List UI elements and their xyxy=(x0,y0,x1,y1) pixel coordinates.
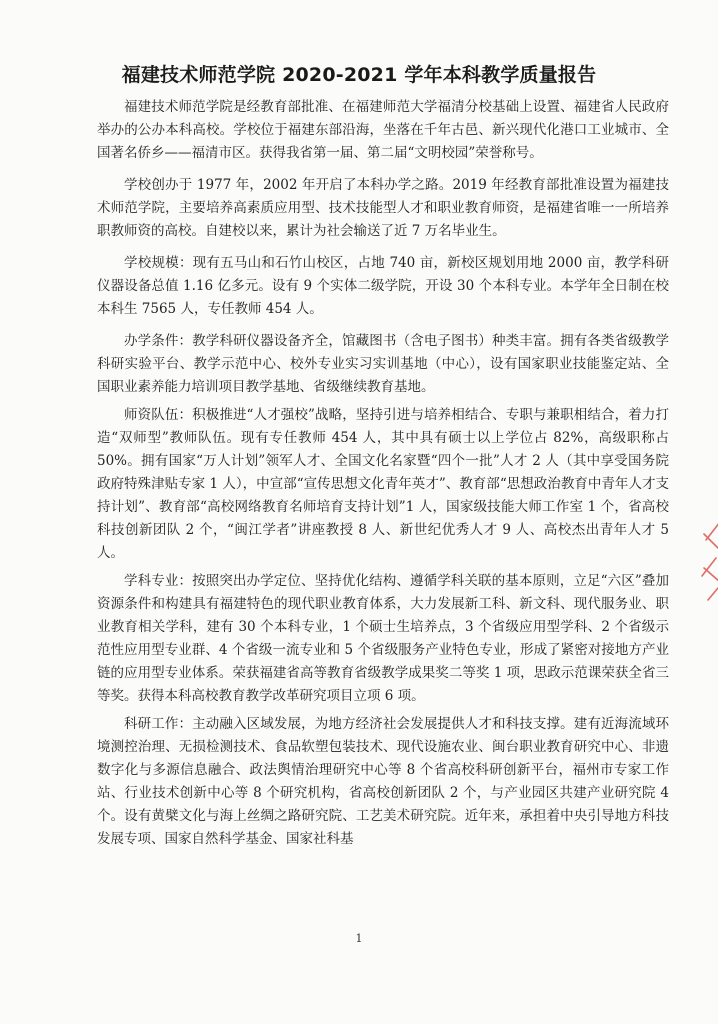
paragraph-conditions: 办学条件：教学科研仪器设备齐全，馆藏图书（含电子图书）种类丰富。拥有各类省级教学科研实验平台、教学示范中心、校外专业实习实训基地（中心），设有国家职业技能鉴定站、全国职业素养能力培训项目教学基地、省级继续教育基地。 xyxy=(97,333,669,395)
document-title: 福建技术师范学院 2020-2021 学年本科教学质量报告 xyxy=(121,64,597,86)
paragraph-scale: 学校规模：现有五马山和石竹山校区，占地 740 亩，新校区规划用地 2000 亩，教学科研仪器设备总值 1.16 亿多元。设有 9 个实体二级学院，开设 30 个本科专业。本学年全日制在校本科生 7565 人，专任教师 454 人。 xyxy=(97,255,669,317)
paragraph-research: 科研工作：主动融入区域发展，为地方经济社会发展提供人才和科技支撑。建有近海流域环境测控治理、无损检测技术、食品软塑包装技术、现代设施农业、闽台职业教育研究中心、非遗数字化与多源信息融合、政法舆情治理研究中心等 8 个省高校科研创新平台，福州市专家工作站、行业技术创新中心等 8 个研究机构，省高校创新团队 2 个，与产业园区共建产业研究院 4 个。设有黄檗文化与海上丝绸之路研究院、工艺美术研究院。近年来，承担着中央引导地方科技发展专项、国家自然科学基金、国家社科基 xyxy=(97,716,669,847)
paragraph-history: 学校创办于 1977 年，2002 年开启了本科办学之路。2019 年经教育部批准设置为福建技术师范学院，主要培养高素质应用型、技术技能型人才和职业教育师资，是福建省唯一一所培养职教师资的高校。自建校以来，累计为社会输送了近 7 万名毕业生。 xyxy=(97,177,669,239)
paragraph-disciplines: 学科专业：按照突出办学定位、坚持优化结构、遵循学科关联的基本原则，立足“六区”叠加资源条件和构建具有福建特色的现代职业教育体系，大力发展新工科、新文科、现代服务业、职业教育相关学科，建有 30 个本科专业，1 个硕士生培养点，3 个省级应用型学科、2 个省级示范性应用型专业群、4 个省级一流专业和 5 个省级服务产业特色专业，形成了紧密对接地方产业链的应用型专业体系。荣获福建省高等教育省级教学成果奖二等奖 1 项，思政示范课荣获全省三等奖。获得本科高校教育教学改革研究项目立项 6 项。 xyxy=(97,573,669,704)
paragraph-faculty: 师资队伍：积极推进“人才强校”战略，坚持引进与培养相结合、专职与兼职相结合，着力打造“双师型”教师队伍。现有专任教师 454 人，其中具有硕士以上学位占 82%，高级职称占 50%。拥有国家“万人计划”领军人才、全国文化名家暨“四个一批”人才 2 人（其中享受国务院政府特殊津贴专家 1 人），中宣部“宣传思想文化青年英才”、教育部“思想政治教育中青年人才支持计划”、教育部“高校网络教育名师培育支持计划”1 人，国家级技能大师工作室 1 个，省高校科技创新团队 2 个，“闽江学者”讲座教授 8 人、新世纪优秀人才 9 人、高校杰出青年人才 5 人。 xyxy=(97,407,669,561)
red-stamp-edge xyxy=(698,518,718,602)
page-number: 1 xyxy=(355,932,363,945)
document-body xyxy=(97,96,669,860)
paragraph-intro: 福建技术师范学院是经教育部批准、在福建师范大学福清分校基础上设置、福建省人民政府举办的公办本科高校。学校位于福建东部沿海，坐落在千年古邑、新兴现代化港口工业城市、全国著名侨乡——福清市区。获得我省第一届、第二届“文明校园”荣誉称号。 xyxy=(97,99,669,161)
